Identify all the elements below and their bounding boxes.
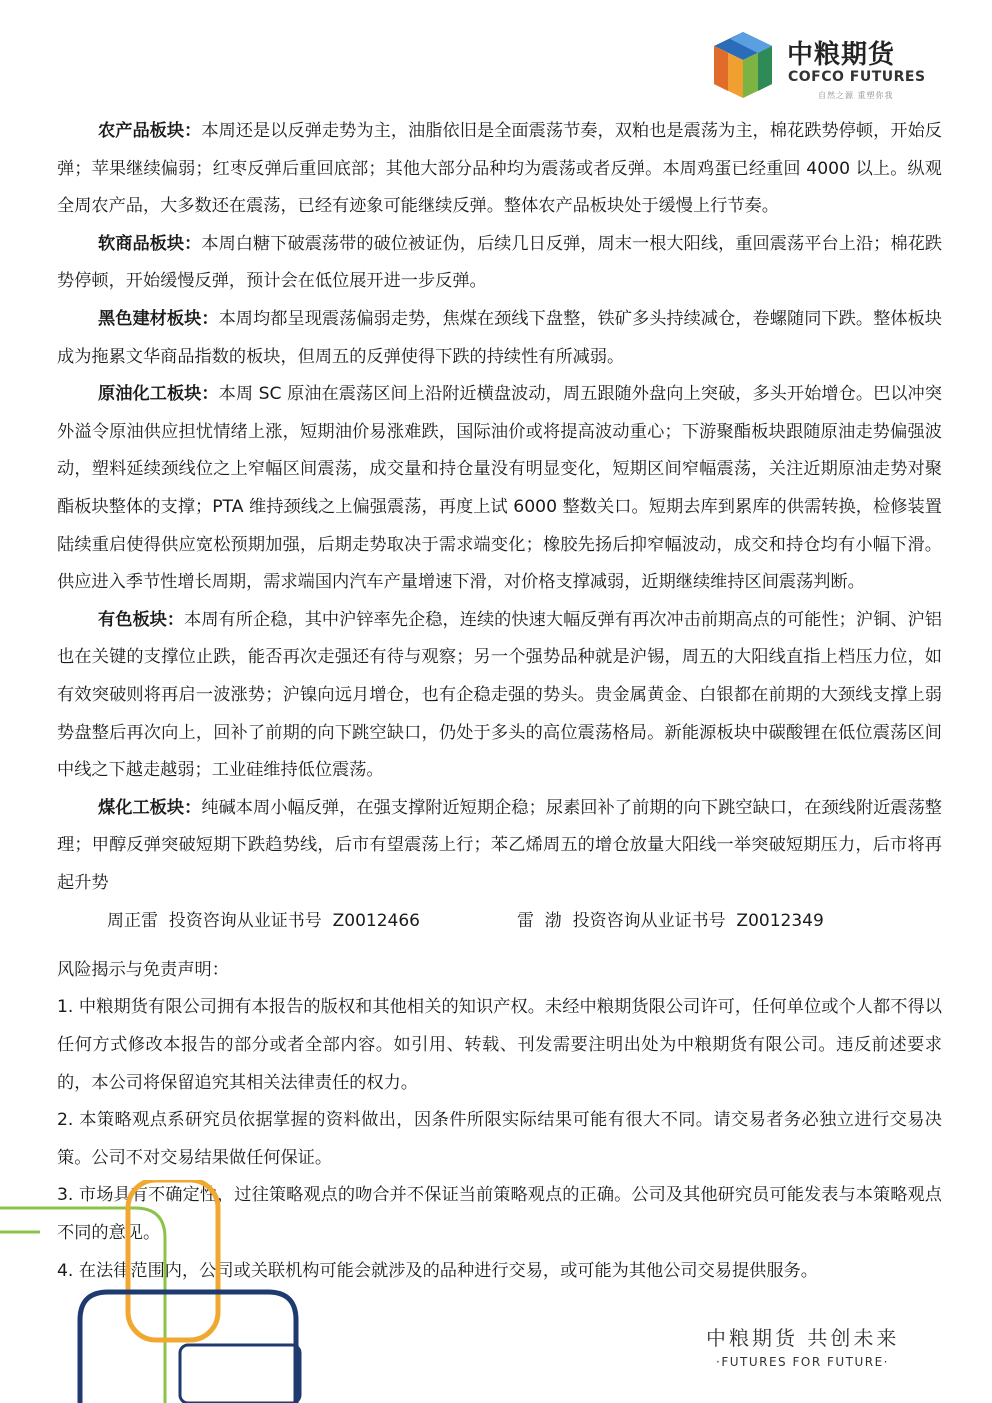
section-title: 有色板块： bbox=[98, 609, 185, 630]
cofco-cube-icon bbox=[708, 28, 778, 104]
logo-english-name: COFCO FUTURES bbox=[788, 69, 926, 85]
analyst-1: 周正雷 投资咨询从业证书号 Z0012466 bbox=[107, 911, 420, 932]
section-agriculture bbox=[57, 113, 942, 226]
section-text: 纯碱本周小幅反弹，在强支撑附近短期企稳；尿素回补了前期的向下跳空缺口，在颈线附近震荡整理；甲醇反弹突破短期下跌趋势线，后市有望震荡上行；苯乙烯周五的增仓放量大阳线一举突破短期压力，后市将再起升势 bbox=[57, 797, 942, 893]
section-title: 农产品板块： bbox=[98, 121, 202, 141]
footer-slogan-en: ·FUTURES FOR FUTURE· bbox=[716, 1355, 889, 1369]
risk-item: 2. 本策略观点系研究员依据掌握的资料做出，因条件所限实际结果可能有很大不同。请交易者务必独立进行交易决策。公司不对交易结果做任何保证。 bbox=[57, 1110, 942, 1168]
section-text: 本周均都呈现震荡偏弱走势，焦煤在颈线下盘整，铁矿多头持续减仓，卷螺随同下跌。整体板块成为拖累文华商品指数的板块，但周五的反弹使得下跌的持续性有所减弱。 bbox=[57, 308, 942, 367]
risk-item: 1. 中粮期货有限公司拥有本报告的版权和其他相关的知识产权。未经中粮期货限公司许可，任何单位或个人都不得以任何方式修改本报告的部分或者全部内容。如引用、转载、刊发需要注明出处为中粮期货有限公司。违反前述要求的，本公司将保留追究其相关法律责任的权力。 bbox=[57, 997, 942, 1093]
risk-disclaimer-title: 风险揭示与免责声明： bbox=[57, 960, 229, 981]
logo-slogan: 自然之源 重塑你我 bbox=[818, 91, 894, 100]
section-title: 软商品板块： bbox=[98, 233, 202, 254]
risk-item: 3. 市场具有不确定性，过往策略观点的吻合并不保证当前策略观点的正确。公司及其他研究员可能发表与本策略观点不同的意见。 bbox=[57, 1185, 942, 1244]
section-ferrous bbox=[57, 301, 942, 376]
logo-chinese-name: 中粮期货 bbox=[787, 40, 896, 70]
section-text: 本周还是以反弹走势为主，油脂依旧是全面震荡节奏，双粕也是震荡为主，棉花跌势停顿，开始反弹；苹果继续偏弱；红枣反弹后重回底部；其他大部分品种均为震荡或者反弹。本周鸡蛋已经重回 4000 以上。纵观全周农产品，大多数还在震荡，已经有迹象可能继续反弹。整体农产品板块处于缓慢上行节奏。 bbox=[57, 121, 942, 217]
section-title: 黑色建材板块： bbox=[98, 308, 219, 329]
section-soft-commodities bbox=[57, 226, 942, 301]
analyst-signature bbox=[57, 904, 942, 938]
section-text: 本周有所企稳，其中沪锌率先企稳，连续的快速大幅反弹有再次冲击前期高点的可能性；沪铜、沪铝也在关键的支撑位止跌，能否再次走强还有待与观察；另一个强势品种就是沪锡，周五的大阳线直指上档压力位，如有效突破则将再启一波涨势；沪镍向远月增仓，也有企稳走强的势头。贵金属黄金、白银都在前期的大颈线支撑上弱势盘整后再次向上，回补了前期的向下跳空缺口，仍处于多头的高位震荡格局。新能源板块中碳酸锂在低位震荡区间中线之下越走越弱；工业硅维持低位震荡。 bbox=[57, 609, 942, 781]
risk-item: 4. 在法律范围内，公司或关联机构可能会就涉及的品种进行交易，或可能为其他公司交易提供服务。 bbox=[57, 1260, 818, 1281]
section-crude-chemicals bbox=[57, 376, 942, 602]
section-title: 煤化工板块： bbox=[98, 797, 202, 818]
analyst-2: 雷 渤 投资咨询从业证书号 Z0012349 bbox=[517, 911, 824, 932]
company-logo bbox=[708, 28, 938, 110]
section-text: 本周白糖下破震荡带的破位被证伪，后续几日反弹，周末一根大阳线，重回震荡平台上沿；棉花跌势停顿，开始缓慢反弹，预计会在低位展开进一步反弹。 bbox=[57, 233, 942, 292]
section-coal-chemicals bbox=[57, 790, 942, 903]
section-title: 原油化工板块： bbox=[98, 384, 219, 405]
section-nonferrous bbox=[57, 602, 942, 790]
report-body bbox=[57, 113, 942, 1290]
footer-slogan-cn: 中粮期货 共创未来 bbox=[706, 1326, 900, 1350]
section-text: 本周 SC 原油在震荡区间上沿附近横盘波动，周五跟随外盘向上突破，多头开始增仓。巴以冲突外溢令原油供应担忧情绪上涨，短期油价易涨难跌，国际油价或将提高波动重心；下游聚酯板块跟随原油走势偏强波动，塑料延续颈线位之上窄幅区间震荡，成交量和持仓量没有明显变化，短期区间窄幅震荡，关注近期原油走势对聚酯板块整体的支撑；PTA 维持颈线之上偏强震荡，再度上试 6000 整数关口。短期去库到累库的供需转换，检修装置陆续重启使得供应宽松预期加强，后期走势取决于需求端变化；橡胶先扬后抑窄幅波动，成交和持仓均有小幅下滑。供应进入季节性增长周期，需求端国内汽车产量增速下滑，对价格支撑减弱，近期继续维持区间震荡判断。 bbox=[57, 384, 942, 593]
